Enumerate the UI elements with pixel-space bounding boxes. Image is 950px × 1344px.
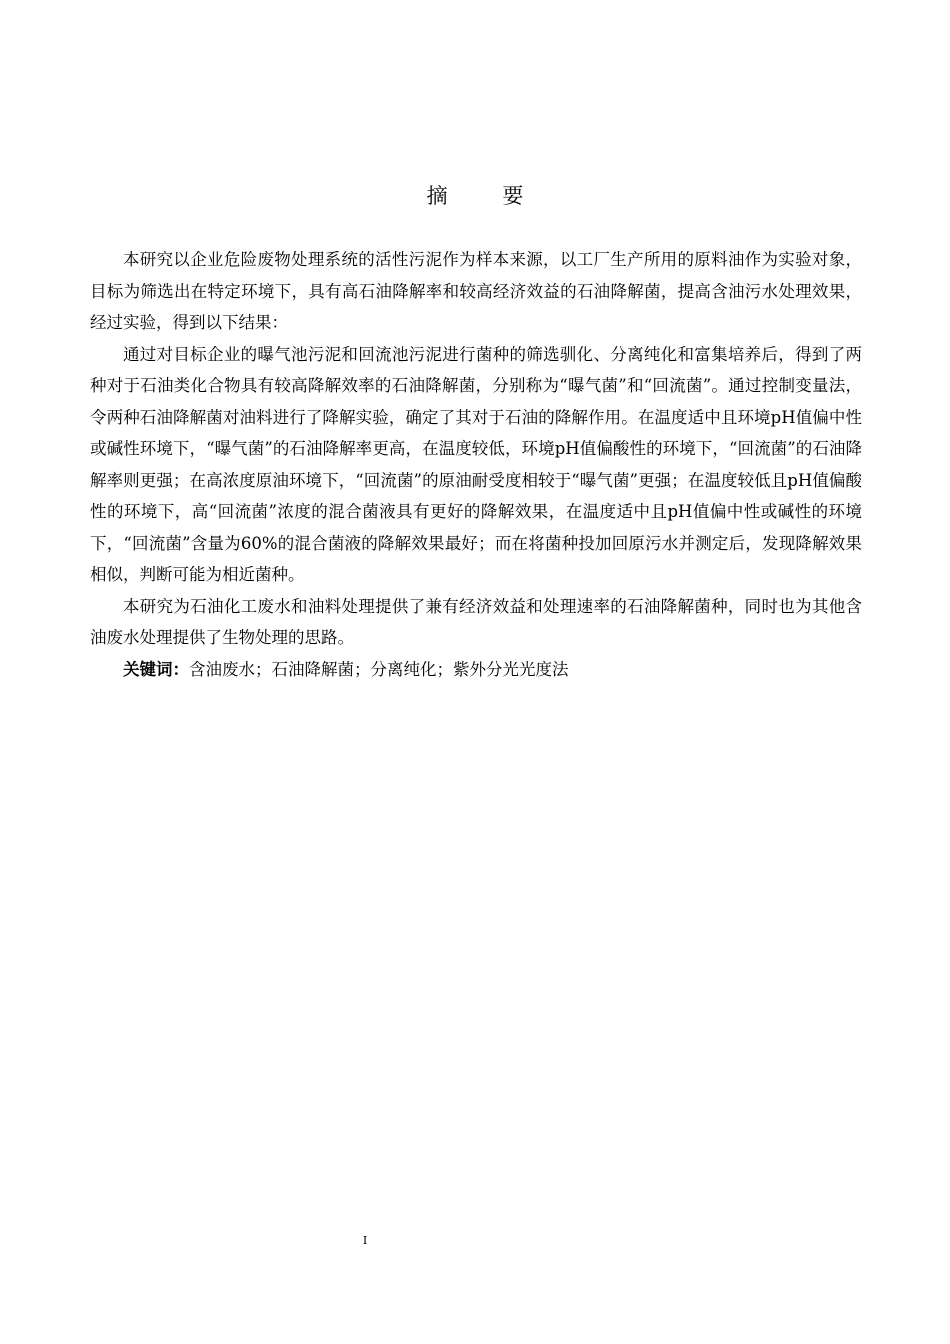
abstract-paragraph-2: 通过对目标企业的曝气池污泥和回流池污泥进行菌种的筛选驯化、分离纯化和富集培养后，得到了两种对于石油类化合物具有较高降解效率的石油降解菌，分别称为“曝气菌”和“回流菌”。通过控制变量法，令两种石油降解菌对油料进行了降解实验，确定了其对于石油的降解作用。在温度适中且环境pH值偏中性或碱性环境下，“曝气菌”的石油降解率更高，在温度较低，环境pH值偏酸性的环境下，“回流菌”的石油降解率则更强；在高浓度原油环境下，“回流菌”的原油耐受度相较于“曝气菌”更强；在温度较低且pH值偏酸性的环境下，高“回流菌”浓度的混合菌液具有更好的降解效果，在温度适中且pH值偏中性或碱性的环境下，“回流菌”含量为60%的混合菌液的降解效果最好；而在将菌种投加回原污水并测定后，发现降解效果相似，判断可能为相近菌种。 — [90, 344, 862, 584]
abstract-paragraph-1: 本研究以企业危险废物处理系统的活性污泥作为样本来源，以工厂生产所用的原料油作为实验对象，目标为筛选出在特定环境下，具有高石油降解率和较高经济效益的石油降解菌，提高含油污水处理效果，经过实验，得到以下结果： — [90, 250, 862, 332]
keywords-label: 关键词： — [123, 659, 189, 679]
keywords-line — [90, 654, 862, 686]
keywords-text: 含油废水；石油降解菌；分离纯化；紫外分光光度法 — [189, 659, 569, 679]
abstract-body — [90, 244, 862, 685]
abstract-title: 摘 要 — [426, 184, 548, 208]
page-number: I — [362, 1234, 368, 1247]
abstract-paragraph-3: 本研究为石油化工废水和油料处理提供了兼有经济效益和处理速率的石油降解菌种，同时也为其他含油废水处理提供了生物处理的思路。 — [90, 596, 862, 647]
